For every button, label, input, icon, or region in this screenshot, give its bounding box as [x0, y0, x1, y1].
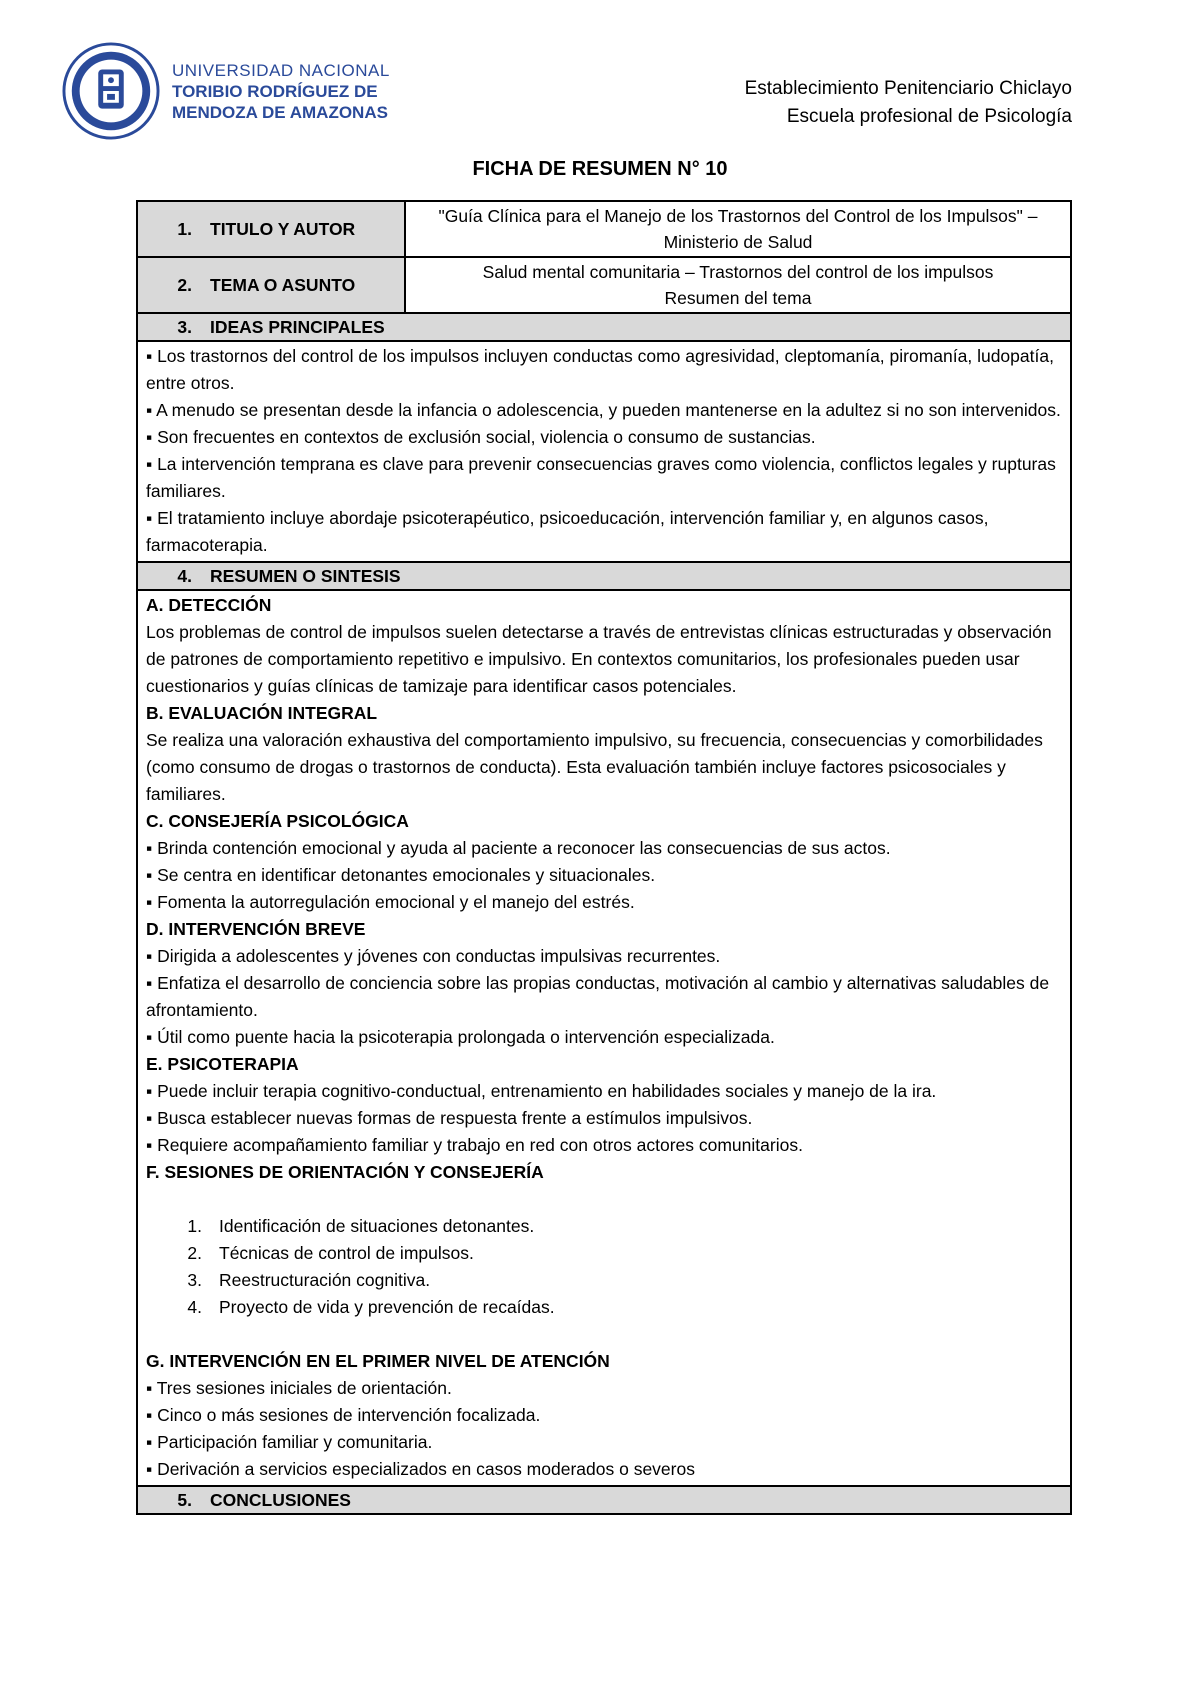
list-item: ▪ Requiere acompañamiento familiar y trabajo en red con otros actores comunitarios. [146, 1135, 803, 1155]
university-seal-icon [62, 42, 160, 140]
list-item: ▪ Brinda contención emocional y ayuda al paciente a reconocer las consecuencias de sus actos. [146, 838, 891, 858]
subheading-counseling: C. CONSEJERÍA PSICOLÓGICA [146, 811, 409, 831]
university-name-line2: TORIBIO RODRÍGUEZ DE [172, 81, 378, 101]
list-item: ▪ Dirigida a adolescentes y jóvenes con conductas impulsivas recurrentes. [146, 946, 721, 966]
subheading-psychotherapy: E. PSICOTERAPIA [146, 1054, 299, 1074]
topic-line2: Resumen del tema [664, 288, 812, 308]
label-title-author: 1. TITULO Y AUTOR [137, 201, 405, 257]
list-item: ▪ Derivación a servicios especializados en casos moderados o severos [146, 1459, 695, 1479]
list-item: ▪ Son frecuentes en contextos de exclusión social, violencia o consumo de sustancias. [146, 427, 816, 447]
list-item: ▪ Fomenta la autorregulación emocional y el manejo del estrés. [146, 892, 635, 912]
subheading-sessions: F. SESIONES DE ORIENTACIÓN Y CONSEJERÍA [146, 1162, 544, 1182]
document-header [62, 42, 1072, 142]
topic-line1: Salud mental comunitaria – Trastornos del control de los impulsos [482, 262, 994, 282]
subheading-evaluation: B. EVALUACIÓN INTEGRAL [146, 703, 378, 723]
list-item: 3. Reestructuración cognitiva. [187, 1270, 431, 1290]
institution-line1: Establecimiento Penitenciario Chiclayo [744, 78, 1072, 99]
section-ideas-heading: 3. IDEAS PRINCIPALES [137, 313, 1071, 341]
paragraph-evaluation: Se realiza una valoración exhaustiva del comportamiento impulsivo, su frecuencia, consecuencias y comorbilidades (como consumo de drogas o trastornos de conducta). Esta evaluación también incluye factores psicosociales y familiares. [146, 730, 1043, 804]
list-item: 2. Técnicas de control de impulsos. [187, 1243, 474, 1263]
row-title-author [137, 201, 1071, 257]
section-summary-body [137, 590, 1071, 1486]
subheading-brief-intervention: D. INTERVENCIÓN BREVE [146, 919, 366, 939]
list-item: ▪ Participación familiar y comunitaria. [146, 1432, 433, 1452]
paragraph-detection: Los problemas de control de impulsos suelen detectarse a través de entrevistas clínicas estructuradas y observación de patrones de comportamiento repetitivo e impulsivo. En contextos comunitarios, los profesionales pueden usar cuestionarios y guías clínicas de tamizaje para identificar casos potenciales. [146, 622, 1052, 696]
university-name-line1: UNIVERSIDAD NACIONAL [172, 60, 390, 80]
list-item: ▪ La intervención temprana es clave para prevenir consecuencias graves como violencia, conflictos legales y rupturas familiares. [146, 454, 1056, 501]
label-topic: 2. TEMA O ASUNTO [137, 257, 405, 313]
subheading-primary-care: G. INTERVENCIÓN EN EL PRIMER NIVEL DE ATENCIÓN [146, 1351, 610, 1371]
university-name-line3: MENDOZA DE AMAZONAS [172, 102, 388, 122]
list-item: ▪ Tres sesiones iniciales de orientación. [146, 1378, 452, 1398]
list-item: ▪ Enfatiza el desarrollo de conciencia sobre las propias conductas, motivación al cambio y alternativas saludables de afrontamiento. [146, 973, 1050, 1020]
list-item: ▪ Busca establecer nuevas formas de respuesta frente a estímulos impulsivos. [146, 1108, 753, 1128]
university-logo [62, 42, 390, 140]
summary-table [136, 200, 1072, 1515]
list-item: ▪ Cinco o más sesiones de intervención focalizada. [146, 1405, 541, 1425]
section-ideas-body [137, 341, 1071, 562]
list-item: ▪ Puede incluir terapia cognitivo-conductual, entrenamiento en habilidades sociales y manejo de la ira. [146, 1081, 937, 1101]
sessions-list [146, 1213, 1064, 1321]
row-topic [137, 257, 1071, 313]
list-item: ▪ El tratamiento incluye abordaje psicoterapéutico, psicoeducación, intervención familiar y, en algunos casos, farmacoterapia. [146, 508, 989, 555]
section-summary-heading: 4. RESUMEN O SINTESIS [137, 562, 1071, 590]
value-topic [405, 257, 1071, 313]
list-item: ▪ Útil como puente hacia la psicoterapia prolongada o intervención especializada. [146, 1027, 775, 1047]
list-item: ▪ Se centra en identificar detonantes emocionales y situacionales. [146, 865, 656, 885]
value-title-author: "Guía Clínica para el Manejo de los Trastornos del Control de los Impulsos" – Ministerio de Salud [405, 201, 1071, 257]
section-conclusions-heading: 5. CONCLUSIONES [137, 1486, 1071, 1514]
institution-info [745, 75, 1072, 131]
list-item: ▪ A menudo se presentan desde la infancia o adolescencia, y pueden mantenerse en la adultez si no son intervenidos. [146, 400, 1061, 420]
document-title: FICHA DE RESUMEN N° 10 [472, 158, 728, 180]
list-item: 1. Identificación de situaciones detonantes. [187, 1216, 535, 1236]
subheading-detection: A. DETECCIÓN [146, 595, 272, 615]
list-item: ▪ Los trastornos del control de los impulsos incluyen conductas como agresividad, cleptomanía, piromanía, ludopatía, entre otros. [146, 346, 1054, 393]
list-item: 4. Proyecto de vida y prevención de recaídas. [187, 1297, 555, 1317]
institution-line2: Escuela profesional de Psicología [786, 106, 1072, 127]
